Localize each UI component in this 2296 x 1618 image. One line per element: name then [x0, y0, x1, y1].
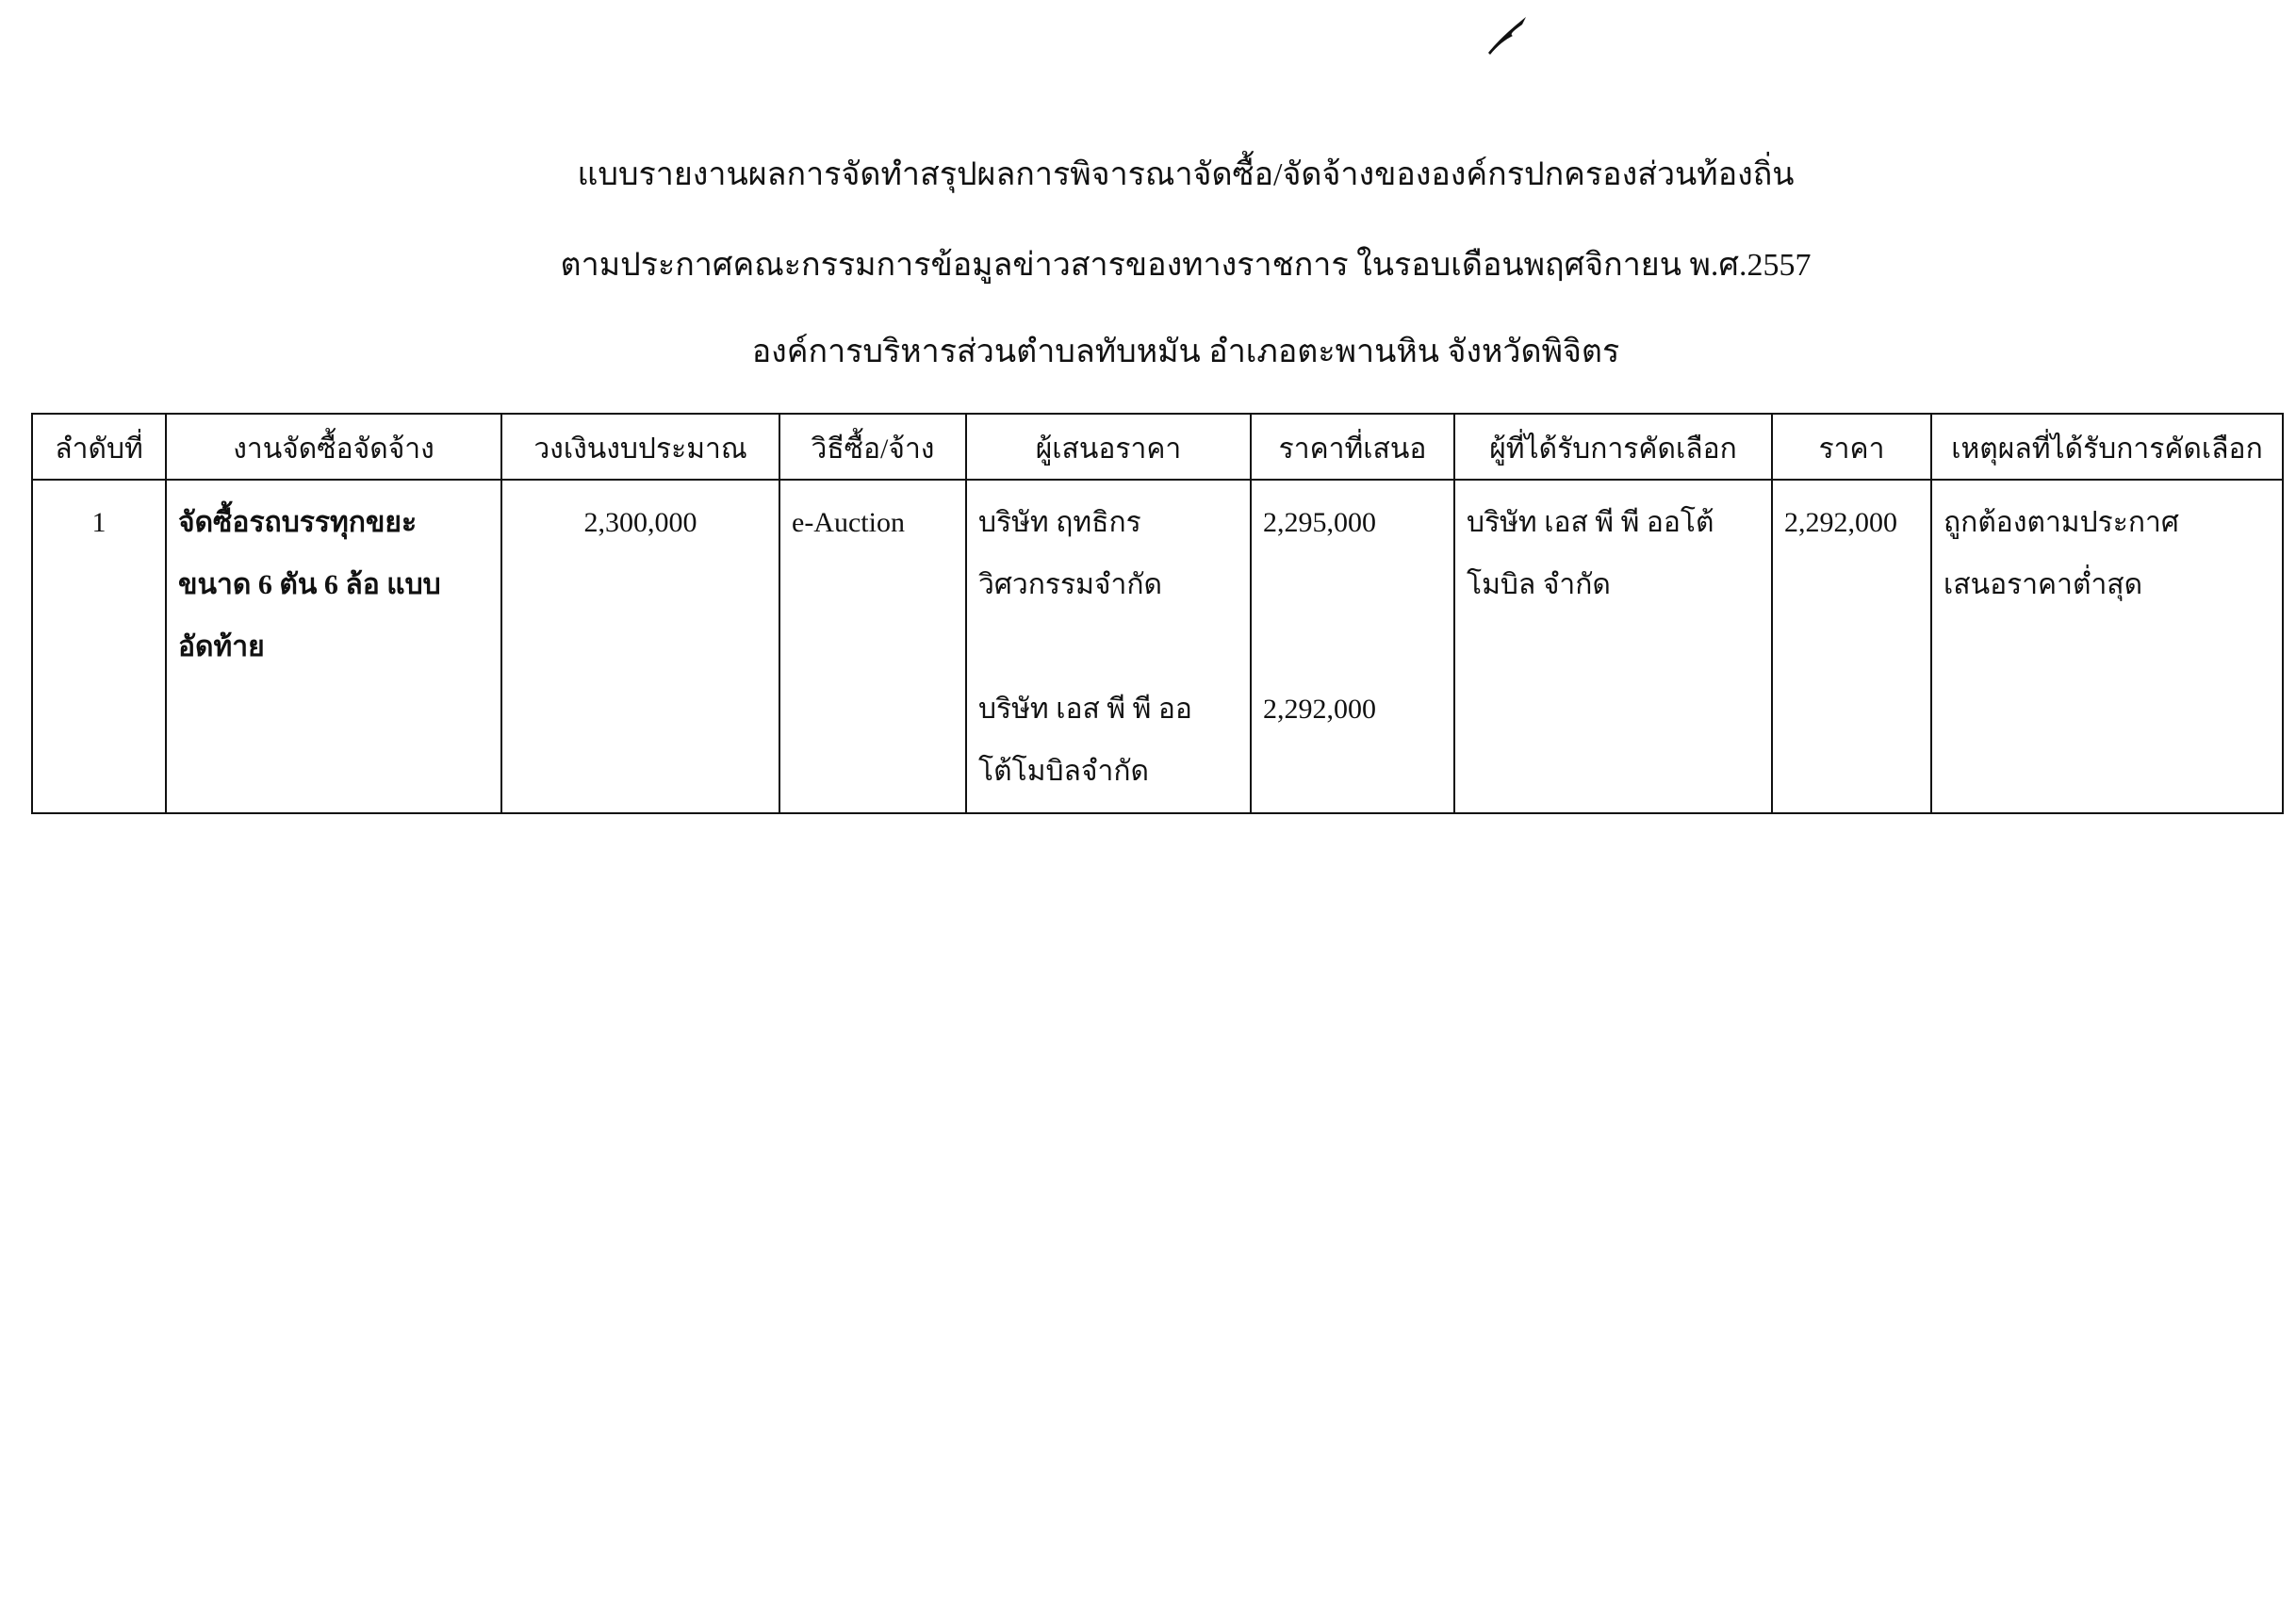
winner-cell: [1454, 480, 1772, 813]
bidder-name-line: วิศวกรรมจำกัด: [978, 569, 1162, 600]
budget-amount: 2,300,000: [583, 507, 697, 538]
table-row: [32, 480, 2283, 813]
procurement-item-line: ขนาด 6 ตัน 6 ล้อ แบบ: [178, 569, 441, 600]
column-header-bid-price: ราคาที่เสนอ: [1251, 414, 1454, 480]
column-header-price: ราคา: [1772, 414, 1931, 480]
bid-price: 2,292,000: [1263, 694, 1376, 725]
winner-name-line: โมบิล จำกัด: [1467, 569, 1611, 600]
bidders-cell: [966, 480, 1251, 813]
row-number-text: 1: [91, 507, 107, 538]
reason-cell: [1931, 480, 2283, 813]
winning-price: 2,292,000: [1784, 507, 1897, 538]
bidder-name-line: บริษัท ฤทธิกร: [978, 507, 1141, 538]
procurement-item-line: จัดซื้อรถบรรทุกขยะ: [178, 507, 418, 538]
handwritten-mark-icon: [1484, 13, 1532, 57]
column-header-method: วิธีซื้อ/จ้าง: [779, 414, 966, 480]
column-header-budget: วงเงินงบประมาณ: [501, 414, 779, 480]
column-header-reason: เหตุผลที่ได้รับการคัดเลือก: [1931, 414, 2283, 480]
bidder-name-line: บริษัท เอส พี พี ออ: [978, 694, 1192, 725]
winning-price-cell: [1772, 480, 1931, 813]
reason-line: เสนอราคาต่ำสุด: [1943, 569, 2143, 600]
method-cell: [779, 480, 966, 813]
organization-name: องค์การบริหารส่วนตำบลทับหมัน อำเภอตะพานหิน จังหวัดพิจิตร: [751, 335, 1620, 369]
procurement-method: e-Auction: [792, 507, 905, 538]
winner-name-line: บริษัท เอส พี พี ออโต้: [1467, 507, 1714, 538]
table-header-row: [32, 414, 2283, 480]
column-header-no: ลำดับที่: [32, 414, 166, 480]
procurement-table: [31, 413, 2284, 814]
report-subtitle: ตามประกาศคณะกรรมการข้อมูลข่าวสารของทางราชการ ในรอบเดือนพฤศจิกายน พ.ศ.2557: [560, 248, 1812, 283]
bid-price: 2,295,000: [1263, 507, 1376, 538]
column-header-bidders: ผู้เสนอราคา: [966, 414, 1251, 480]
reason-line: ถูกต้องตามประกาศ: [1943, 507, 2179, 538]
column-header-item: งานจัดซื้อจัดจ้าง: [166, 414, 501, 480]
column-header-winner: ผู้ที่ได้รับการคัดเลือก: [1454, 414, 1772, 480]
bid-price-cell: [1251, 480, 1454, 813]
bidder-name-line: โต้โมบิลจำกัด: [978, 756, 1149, 787]
report-title: แบบรายงานผลการจัดทำสรุปผลการพิจารณาจัดซื้อ/จัดจ้างขององค์กรปกครองส่วนท้องถิ่น: [577, 157, 1795, 192]
procurement-item-line: อัดท้าย: [178, 631, 265, 662]
row-number: [32, 480, 166, 813]
budget-cell: [501, 480, 779, 813]
procurement-item: [166, 480, 501, 813]
